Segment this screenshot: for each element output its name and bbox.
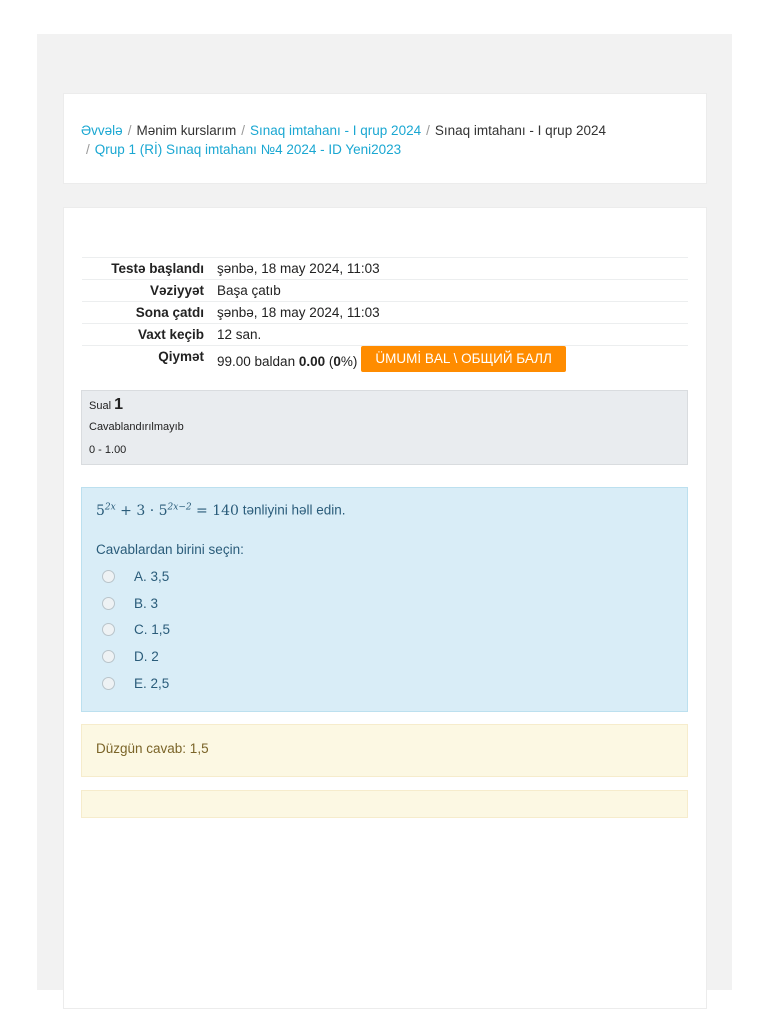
- answer-option-d[interactable]: [102, 643, 170, 670]
- grade-label: Qiymət: [82, 346, 211, 384]
- grade-score: 0.00: [298, 354, 326, 369]
- answer-option-e[interactable]: [102, 670, 170, 697]
- answer-option-a[interactable]: [102, 563, 170, 590]
- answer-option-c[interactable]: [102, 617, 170, 644]
- state-label: Vəziyyət: [82, 280, 211, 302]
- answer-label: C. 1,5: [134, 622, 171, 638]
- question-formulation: [81, 487, 688, 712]
- finished-value: şənbə, 18 may 2024, 11:03: [211, 302, 688, 324]
- radio-button[interactable]: [102, 570, 115, 583]
- answer-label: D. 2: [134, 649, 159, 665]
- answer-list: [102, 563, 170, 697]
- breadcrumb-quiz-link[interactable]: Qrup 1 (Rİ) Sınaq imtahanı №4 2024 - ID Yeni2023: [94, 142, 402, 157]
- time-taken-value: 12 san.: [211, 324, 688, 346]
- grade-prefix: 99.00 baldan: [217, 354, 299, 369]
- answer-option-b[interactable]: [102, 590, 170, 617]
- right-answer-feedback: [81, 724, 688, 777]
- question-number-value: 1: [114, 396, 123, 413]
- question-instruction: tənliyini həll edin.: [238, 502, 346, 518]
- time-taken-label: Vaxt keçib: [82, 324, 211, 346]
- started-value: şənbə, 18 may 2024, 11:03: [211, 258, 688, 280]
- question-grade: 0 - 1.00: [89, 444, 127, 456]
- breadcrumb-separator: /: [127, 123, 132, 138]
- started-label: Testə başlandı: [82, 258, 211, 280]
- equation: [96, 503, 239, 519]
- grade-percent-open: (: [325, 354, 334, 369]
- right-answer-text: Düzgün cavab: 1,5: [96, 741, 209, 756]
- grade-percent: 0: [333, 354, 341, 369]
- breadcrumb-home-link[interactable]: Əvvələ: [81, 123, 123, 138]
- equation-base: 5: [96, 502, 105, 519]
- equation-exponent-1: 2x: [104, 502, 116, 512]
- radio-button[interactable]: [102, 623, 115, 636]
- breadcrumb-my-courses: Mənim kurslarım: [136, 123, 237, 138]
- breadcrumb-separator: /: [86, 142, 90, 157]
- breadcrumb-separator: /: [241, 123, 245, 138]
- question-state: Cavablandırılmayıb: [89, 421, 184, 433]
- equation-middle: + 3 · 5: [115, 502, 168, 519]
- attempt-summary-table: [82, 257, 688, 383]
- state-value: Başa çatıb: [211, 280, 688, 302]
- answer-label: E. 2,5: [134, 676, 170, 692]
- question-text: [96, 502, 346, 519]
- equation-exponent-2: 2x−2: [167, 502, 192, 512]
- radio-button[interactable]: [102, 650, 115, 663]
- equation-rhs: = 140: [191, 502, 239, 519]
- question-number-prefix: Sual: [89, 400, 112, 412]
- breadcrumb-course-link[interactable]: Sınaq imtahanı - I qrup 2024: [249, 123, 422, 138]
- breadcrumb: [81, 121, 681, 159]
- breadcrumb-card: [63, 93, 707, 184]
- radio-button[interactable]: [102, 597, 115, 610]
- finished-label: Sona çatdı: [82, 302, 211, 324]
- breadcrumb-section: Sınaq imtahanı - I qrup 2024: [434, 123, 606, 138]
- grade-percent-close: %): [340, 354, 358, 369]
- answer-prompt: Cavablardan birini seçin:: [96, 542, 244, 557]
- general-feedback-panel: [81, 790, 688, 818]
- overall-grade-button[interactable]: ÜMUMİ BAL \ ОБЩИЙ БАЛЛ: [361, 346, 566, 372]
- grade-value: [211, 346, 688, 384]
- breadcrumb-separator: /: [426, 123, 430, 138]
- question-number: [89, 396, 123, 414]
- question-info-panel: [81, 390, 688, 465]
- answer-label: B. 3: [134, 595, 159, 611]
- answer-label: A. 3,5: [134, 568, 170, 584]
- radio-button[interactable]: [102, 677, 115, 690]
